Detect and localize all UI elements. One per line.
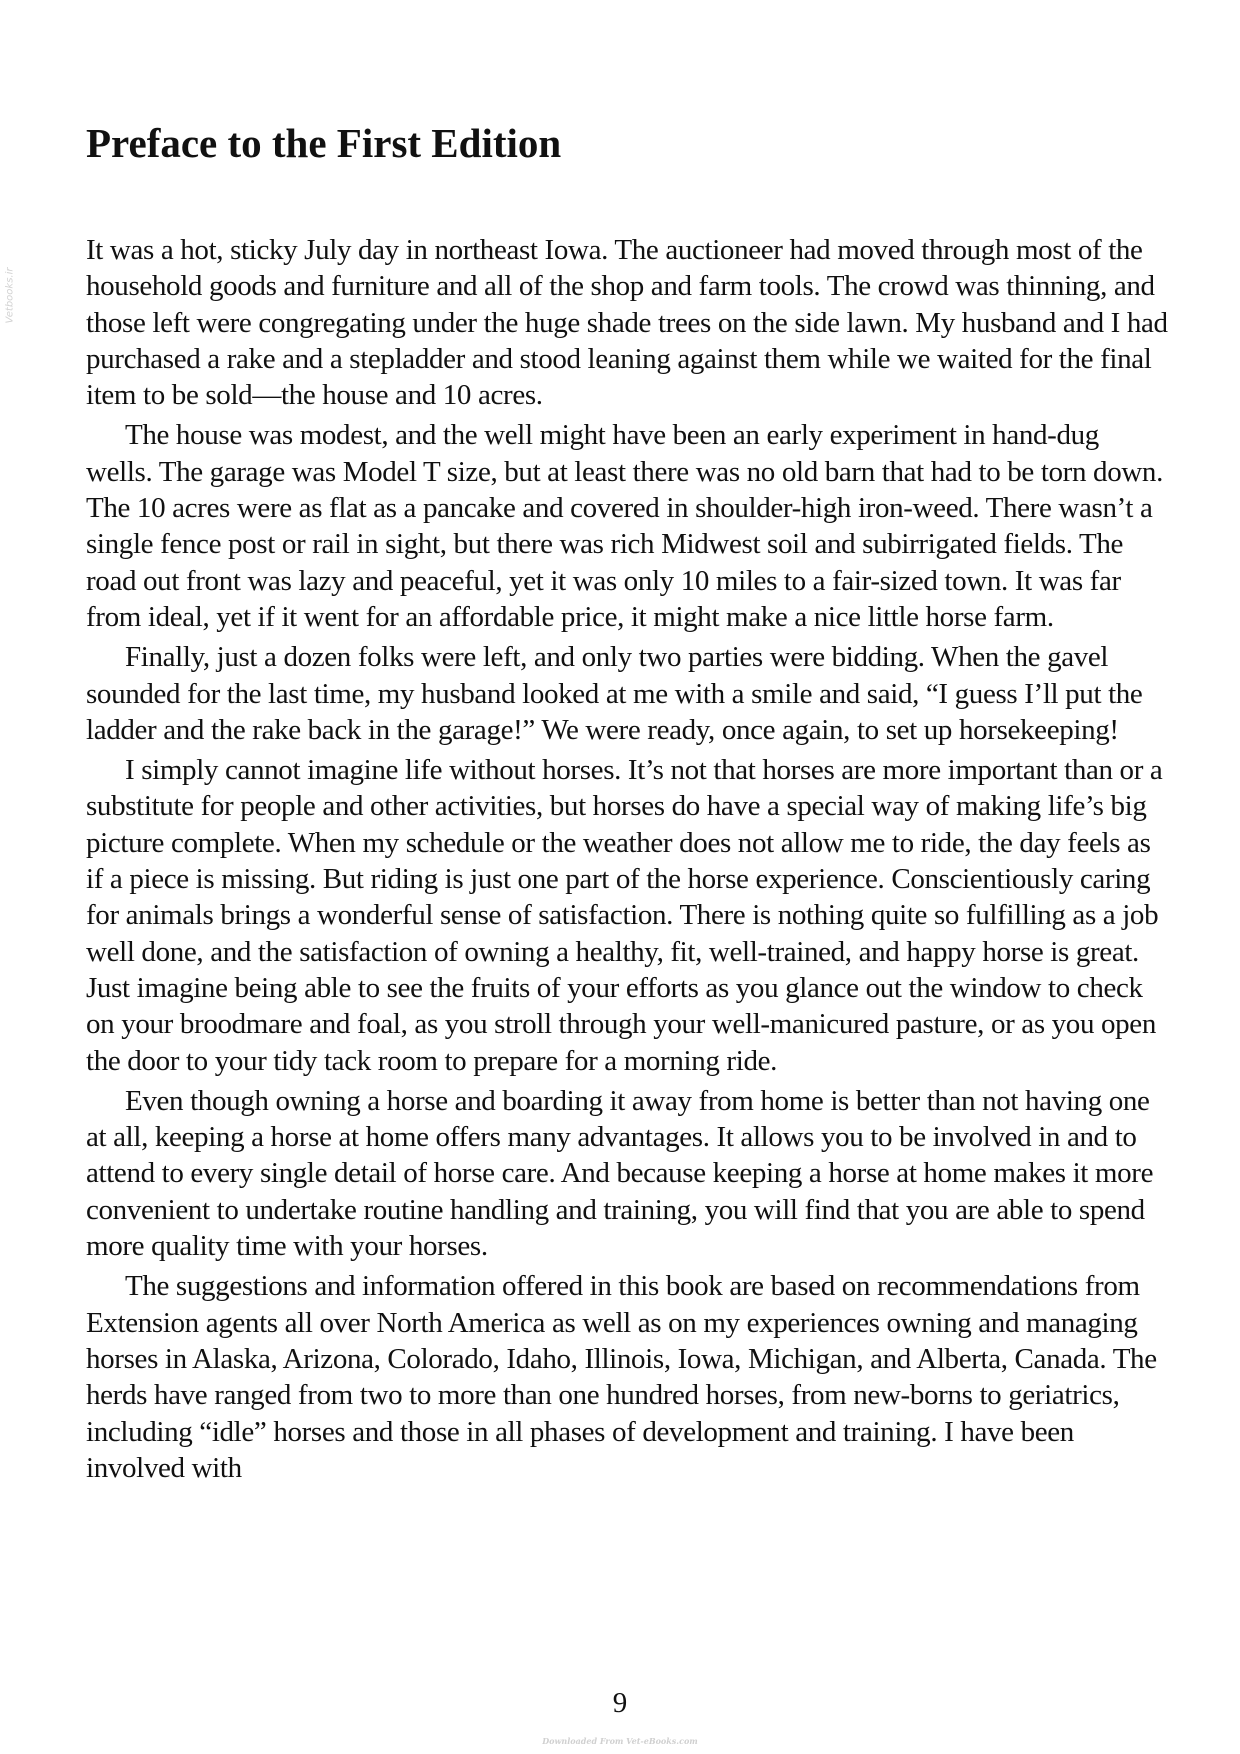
paragraph-4: I simply cannot imagine life without horses. It’s not that horses are more important than or a substitute for people and other activities, but horses do have a special way of making life’s big picture complete. When my schedule or the weather does not allow me to ride, the day feels as if a piece is missing. But riding is just one part of the horse experience. Conscientiously caring for animals brings a wonderful sense of satisfaction. There is nothing quite so fulfilling as a job well done, and the satisfaction of owning a healthy, fit, well-trained, and happy horse is great. Just imagine being able to see the fruits of your efforts as you glance out the window to check on your broodmare and foal, as you stroll through your well-manicured pasture, or as you open the door to your tidy tack room to prepare for a morning ride.	[86, 754, 1163, 1077]
page-title: Preface to the First Edition	[86, 120, 562, 166]
paragraph-5: Even though owning a horse and boarding it away from home is better than not having one at all, keeping a horse at home offers many advantages. It allows you to be involved in and to attend to every single detail of horse care. And because keeping a horse at home makes it more convenient to undertake routine handling and training, you will find that you are able to spend more quality time with your horses.	[86, 1084, 1154, 1263]
page-number: 9	[612, 1687, 628, 1719]
bottom-watermark: Downloaded From Vet-eBooks.com	[542, 1736, 698, 1746]
paragraph-1: It was a hot, sticky July day in northeast Iowa. The auctioneer had moved through most of the household goods and furniture and all of the shop and farm tools. The crowd was thinning, and those left were congregating under the huge shade trees on the side lawn. My husband and I had purchased a rake and a stepladder and stood leaning against them while we waited for the final item to be sold—the house and 10 acres.	[86, 234, 1168, 412]
paragraph-3: Finally, just a dozen folks were left, and only two parties were bidding. When the gavel sounded for the last time, my husband looked at me with a smile and said, “I guess I’ll put the ladder and the rake back in the garage!” We were ready, once again, to set up horsekeeping!	[86, 641, 1143, 746]
paragraph-6: The suggestions and information offered in this book are based on recommendations from Extension agents all over North America as well as on my experiences owning and managing horses in Alaska, Arizona, Colorado, Idaho, Illinois, Iowa, Michigan, and Alberta, Canada. The herds have ranged from two to more than one hundred horses, from new-borns to geriatrics, including “idle” horses and those in all phases of development and training. I have been involved with	[86, 1270, 1157, 1484]
body-text	[86, 232, 1170, 1490]
paragraph-2: The house was modest, and the well might have been an early experiment in hand-dug wells. The garage was Model T size, but at least there was no old barn that had to be torn down. The 10 acres were as flat as a pancake and covered in shoulder-high iron-weed. There wasn’t a single fence post or rail in sight, but there was rich Midwest soil and subirrigated fields. The road out front was lazy and peaceful, yet it was only 10 miles to a fair-sized town. It was far from ideal, yet if it went for an affordable price, it might make a nice little horse farm.	[86, 419, 1163, 633]
side-watermark: Vetbooks.ir	[4, 267, 16, 324]
